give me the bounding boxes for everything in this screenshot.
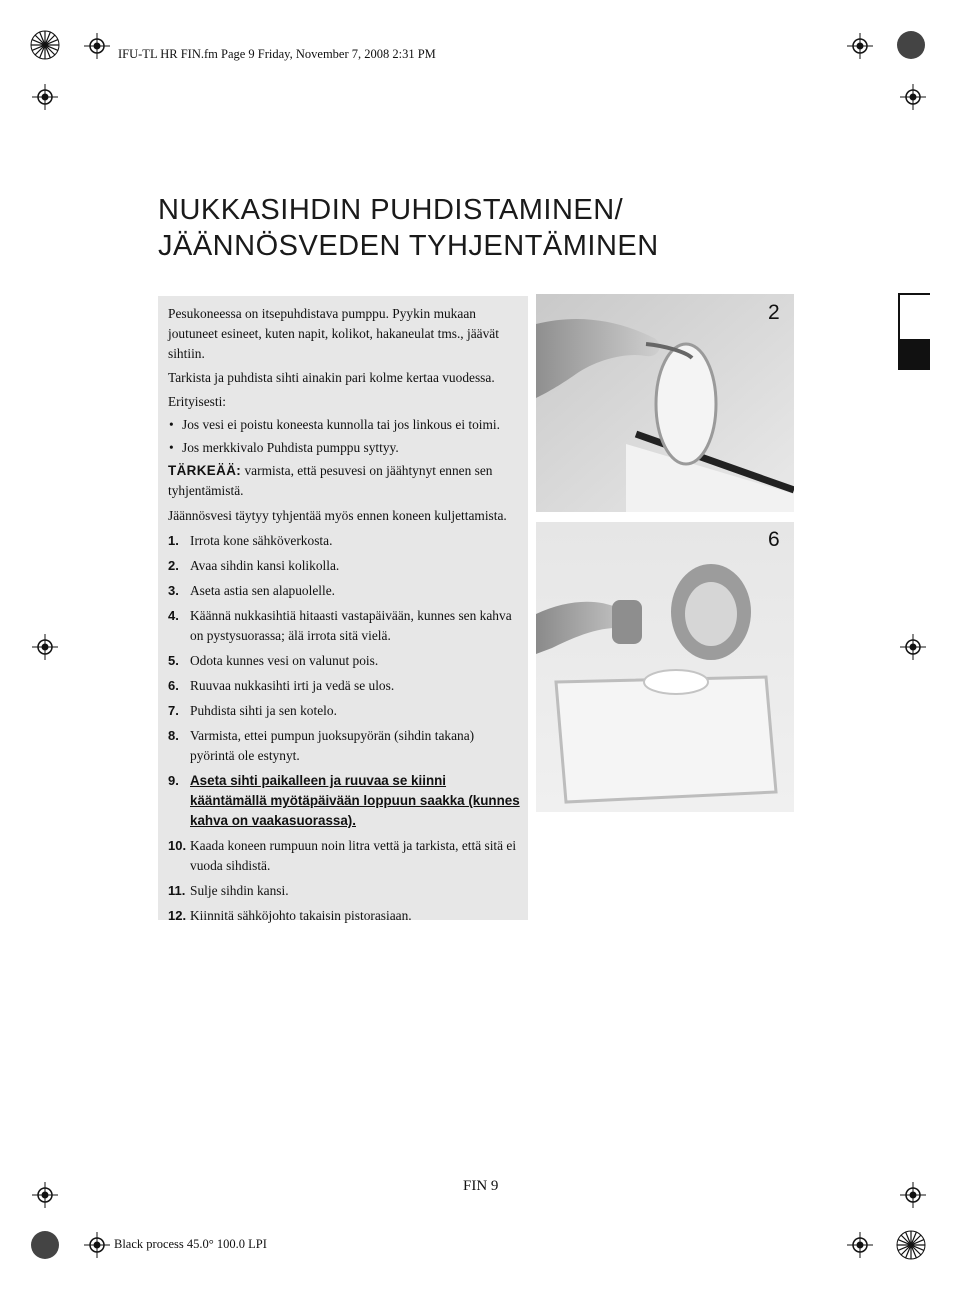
registration-mark-icon bbox=[847, 1232, 873, 1258]
page-title-line-1: NUKKASIHDIN PUHDISTAMINEN/ bbox=[158, 194, 624, 226]
step-item: 3. Aseta astia sen alapuolelle. bbox=[168, 583, 336, 598]
important-note bbox=[168, 461, 520, 501]
filter-cover-illustration bbox=[536, 294, 794, 512]
registration-mark-icon bbox=[900, 1182, 926, 1208]
registration-mark-icon bbox=[32, 634, 58, 660]
registration-mark-icon bbox=[847, 33, 873, 59]
registration-mark-icon bbox=[900, 634, 926, 660]
transport-note: Jäännösvesi täytyy tyhjentää myös ennen koneen kuljettamista. bbox=[168, 508, 507, 523]
important-label: TÄRKEÄÄ: bbox=[168, 463, 242, 478]
bullet-item: • Jos vesi ei poistu koneesta kunnolla tai jos linkous ei toimi. bbox=[168, 415, 520, 435]
rosette-mark-icon bbox=[896, 1230, 926, 1260]
photo-remove-lint-filter bbox=[536, 522, 794, 812]
rosette-mark-icon bbox=[30, 30, 60, 60]
step-item: 1. Irrota kone sähköverkosta. bbox=[168, 533, 333, 548]
important-text: varmista, että pesuvesi on jäähtynyt ennen sen tyhjentämistä. bbox=[168, 463, 493, 498]
print-footer: Black process 45.0° 100.0 LPI bbox=[114, 1237, 267, 1251]
step-item: 6. Ruuvaa nukkasihti irti ja vedä se ulos. bbox=[168, 678, 395, 693]
bullet-icon: • bbox=[169, 417, 174, 432]
bullet-item: • Jos merkkivalo Puhdista pumppu syttyy. bbox=[168, 438, 520, 458]
intro-paragraph: Pesukoneessa on itsepuhdistava pumppu. Pyykin mukaan joutuneet esineet, kuten napit, kolikot, hakaneulat tms., jäävät sihtiin. bbox=[168, 306, 499, 361]
section-tab bbox=[898, 293, 930, 370]
especially-label: Erityisesti: bbox=[168, 394, 227, 409]
step-item: 5. Odota kunnes vesi on valunut pois. bbox=[168, 653, 379, 668]
instruction-box bbox=[158, 296, 528, 923]
step-item: 2. Avaa sihdin kansi kolikolla. bbox=[168, 558, 340, 573]
rosette-solid-mark-icon bbox=[896, 30, 926, 60]
registration-mark-icon bbox=[32, 84, 58, 110]
registration-mark-icon bbox=[84, 1232, 110, 1258]
bullet-icon: • bbox=[169, 440, 174, 455]
page-title-line-2: JÄÄNNÖSVEDEN TYHJENTÄMINEN bbox=[158, 230, 659, 262]
print-header: IFU-TL HR FIN.fm Page 9 Friday, November 7, 2008 2:31 PM bbox=[118, 47, 436, 61]
registration-mark-icon bbox=[84, 33, 110, 59]
step-item: 4. Käännä nukkasihtiä hitaasti vastapäivään, kunnes sen kahva on pystysuorassa; älä irrota sitä vielä. bbox=[168, 608, 512, 643]
lint-filter-illustration bbox=[536, 522, 794, 812]
step-item: 8. Varmista, ettei pumpun juoksupyörän (sihdin takana) pyörintä ole estynyt. bbox=[168, 728, 475, 763]
step-item: 9. Aseta sihti paikalleen ja ruuvaa se kiinni kääntämällä myötäpäivään loppuun saakka (kunnes kahva on vaakasuorassa). bbox=[168, 773, 520, 828]
rosette-solid-mark-icon bbox=[30, 1230, 60, 1260]
figure-label: 2 bbox=[768, 301, 780, 324]
page-number: FIN 9 bbox=[463, 1178, 499, 1194]
page-title bbox=[158, 192, 758, 264]
photo-open-filter-cover bbox=[536, 294, 794, 512]
inspection-frequency: Tarkista ja puhdista sihti ainakin pari kolme kertaa vuodessa. bbox=[168, 370, 495, 385]
step-item: 10. Kaada koneen rumpuun noin litra vettä ja tarkista, että sitä ei vuoda sihdistä. bbox=[168, 838, 517, 873]
step-item: 7. Puhdista sihti ja sen kotelo. bbox=[168, 703, 337, 718]
registration-mark-icon bbox=[900, 84, 926, 110]
steps-list bbox=[168, 531, 520, 926]
step-item: 12. Kiinnitä sähköjohto takaisin pistorasiaan. bbox=[168, 908, 412, 923]
step-item: 11. Sulje sihdin kansi. bbox=[168, 883, 289, 898]
registration-mark-icon bbox=[32, 1182, 58, 1208]
figure-label: 6 bbox=[768, 528, 780, 551]
